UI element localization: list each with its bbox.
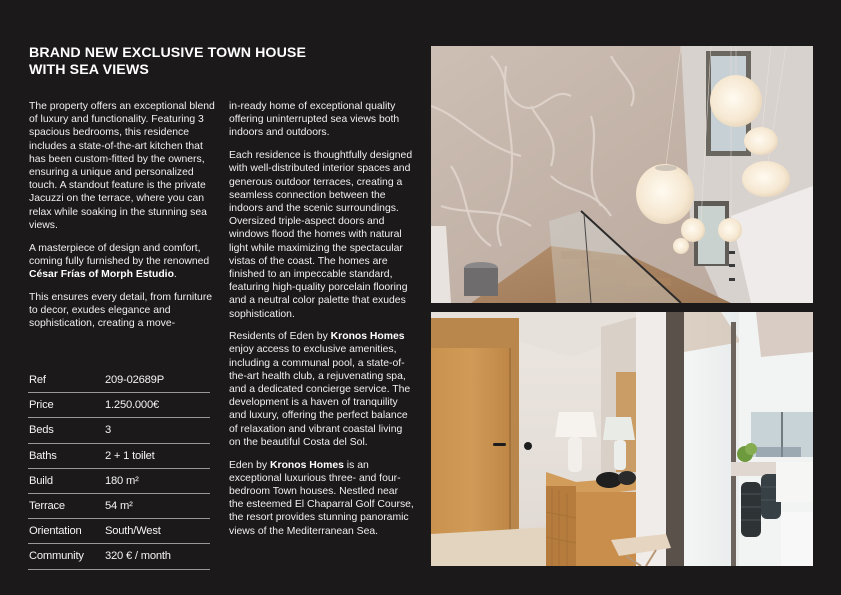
description-column-right	[229, 100, 414, 547]
property-specs-table	[28, 368, 210, 570]
spec-row-terrace	[28, 494, 210, 519]
spec-row-build	[28, 469, 210, 494]
paragraph-design: Each residence is thoughtfully designed with well-distributed interior spaces and generous outdoor terraces, creating a seamless connection between the indoors and the scenic surroundings. Oversized triple-aspect doors and windows flood the homes with natural light while maximizing the spectacular vistas of the coast. The homes are finished to an impeccable standard, featuring high-quality porcelain flooring and a neutral color palette that exudes sophistication.	[229, 150, 413, 320]
spec-value: 2 + 1 toilet	[105, 449, 155, 462]
photo-staircase	[431, 46, 813, 303]
paragraph-amenities: Residents of Eden by Kronos Homes enjoy access to exclusive amenities, including a communal pool, a state-of-the-art health club, a rejuvenating spa, and a dedicated concierge service. The development is a haven of tranquility and luxury, offering the perfect balance of relaxation and vibrant coastal living on the beautiful Costa del Sol.	[229, 331, 411, 448]
spec-row-community	[28, 544, 210, 569]
title-line-1: BRAND NEW EXCLUSIVE TOWN HOUSE	[29, 45, 307, 61]
spec-row-price	[28, 393, 210, 418]
paragraph-intro: The property offers an exceptional blend of luxury and functionality. Featuring 3 spacious bedrooms, this residence includes a state-of-the-art kitchen that has been custom-fitted by the owners, ensuring a unique and personalized touch. A standout feature is the private Jacuzzi on the terrace, where you can relax while soaking in the stunning sea views.	[29, 101, 215, 231]
spec-value: 1.250.000€	[105, 399, 159, 412]
spec-label: Terrace	[29, 500, 65, 513]
paragraph-move-in: in-ready home of exceptional quality offering uninterrupted sea views both indoors and outdoors.	[229, 101, 400, 139]
spec-label: Orientation	[29, 525, 82, 538]
entrance-hall-photo-image	[431, 312, 813, 566]
description-column-left	[29, 100, 219, 340]
spec-label: Ref	[29, 374, 46, 387]
spec-value: South/West	[105, 525, 161, 538]
spec-row-beds	[28, 418, 210, 443]
spec-value: 209-02689P	[105, 374, 164, 387]
title-line-2: WITH SEA VIEWS	[29, 62, 149, 78]
spec-value: 320 € / month	[105, 550, 171, 563]
developer-name: Kronos Homes	[330, 331, 405, 343]
staircase-photo-image	[431, 46, 813, 303]
paragraph-details: This ensures every detail, from furniture to decor, exudes elegance and sophistication, creating a move-	[29, 291, 213, 330]
spec-row-ref	[28, 368, 210, 393]
paragraph-designer: A masterpiece of design and comfort, coming fully furnished by the renowned César Frías of Morph Estudio.	[29, 242, 210, 280]
spec-row-baths	[28, 444, 210, 469]
photo-entrance-hall	[431, 312, 813, 566]
spec-value: 54 m²	[105, 500, 133, 513]
spec-row-orientation	[28, 519, 210, 544]
designer-name: César Frías of Morph Estudio	[29, 268, 174, 280]
spec-label: Baths	[29, 449, 57, 462]
spec-label: Beds	[29, 424, 54, 437]
spec-label: Community	[29, 550, 84, 563]
page-title	[29, 45, 329, 79]
spec-value: 180 m²	[105, 474, 139, 487]
spec-label: Price	[29, 399, 54, 412]
spec-value: 3	[105, 424, 112, 437]
paragraph-location: Eden by Kronos Homes is an exceptional luxurious three- and four-bedroom Town houses. Nestled near the esteemed El Chaparral Golf Course, the resort provides stunning panoramic views of the Mediterranean Sea.	[229, 459, 414, 537]
spec-label: Build	[29, 474, 53, 487]
developer-name: Kronos Homes	[270, 459, 344, 471]
